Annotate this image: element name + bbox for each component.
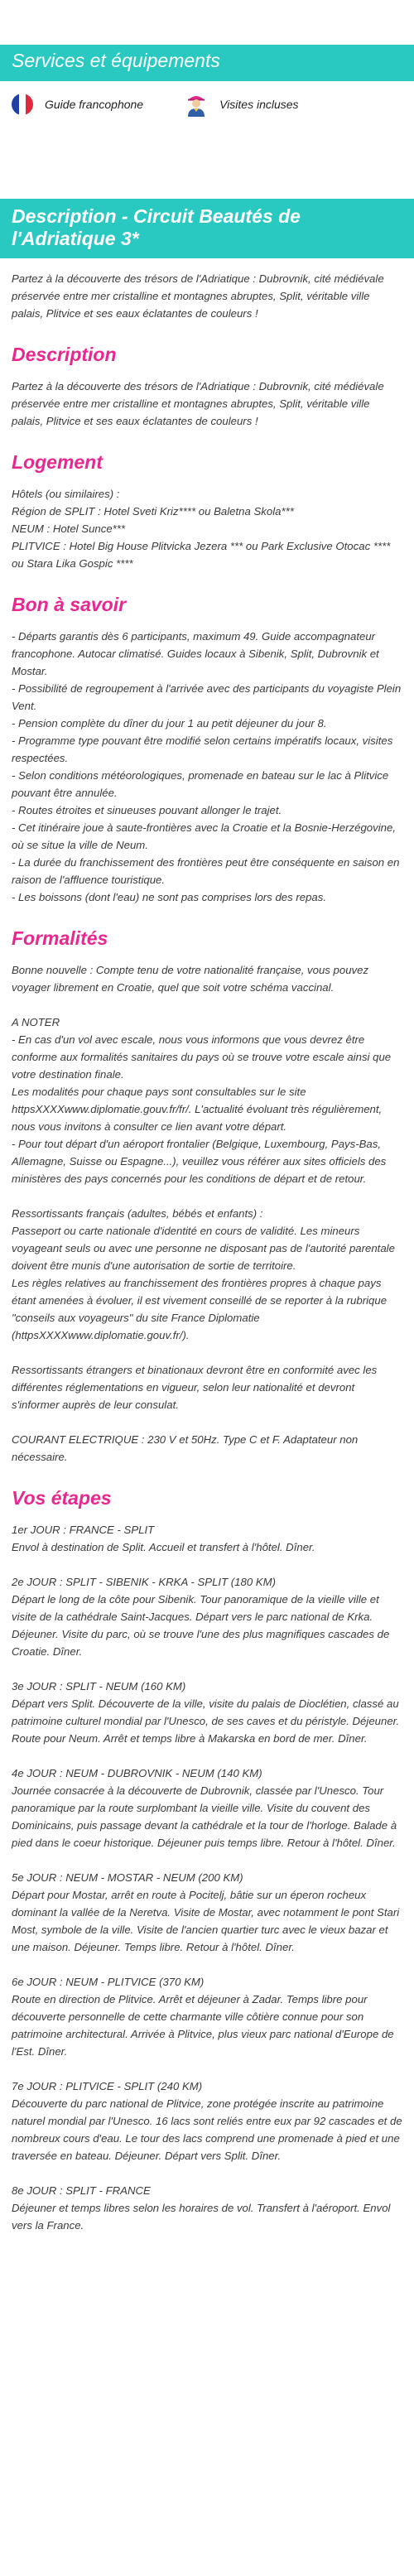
formalites-block bbox=[12, 961, 402, 1466]
day-heading: 3e JOUR : SPLIT - NEUM (160 KM) bbox=[12, 1680, 186, 1692]
formalites-title: Formalités bbox=[12, 927, 108, 949]
day-heading: 7e JOUR : PLITVICE - SPLIT (240 KM) bbox=[12, 2080, 203, 2092]
service-item-visits bbox=[185, 92, 298, 117]
info-line: - Pension complète du dîner du jour 1 au petit déjeuner du jour 8. bbox=[12, 717, 327, 729]
info-line: - Cet itinéraire joue à saute-frontières avec la Croatie et la Bosnie-Herzégovine, où se situe la ville de Neum. bbox=[12, 821, 396, 851]
day-text: Départ vers Split. Découverte de la ville, visite du palais de Dioclétien, classé au patrimoine culturel mondial par l'Unesco, de ses caves et du péristyle. Déjeuner. Route pour Neum. Arrêt et temps libre à Makarska en bord de mer. Dîner. bbox=[12, 1697, 400, 1745]
info-line: - Programme type pouvant être modifié selon certains impératifs locaux, visites respectées. bbox=[12, 734, 393, 764]
etapes-title: Vos étapes bbox=[12, 1487, 112, 1509]
logement-line: Région de SPLIT : Hotel Sveti Kriz**** ou Baletna Skola*** bbox=[12, 505, 294, 518]
logement-title: Logement bbox=[12, 451, 103, 473]
logement-line: PLITVICE : Hotel Big House Plitvicka Jezera *** ou Park Exclusive Otocac **** ou Stara Lika Gospic **** bbox=[12, 540, 391, 570]
description-text: Partez à la découverte des trésors de l'Adriatique : Dubrovnik, cité médiévale préservée entre mer cristalline et montagnes abruptes, Split, véritable ville palais, Plitvice et ses eaux éclatantes de couleurs ! bbox=[12, 380, 384, 427]
day-text: Déjeuner et temps libres selon les horaires de vol. Transfert à l'aéroport. Envol vers la France. bbox=[12, 2202, 391, 2232]
formalites-paragraph: Bonne nouvelle : Compte tenu de votre nationalité française, vous pouvez voyager librement en Croatie, quel que soit votre schéma vaccinal. bbox=[12, 964, 369, 994]
day-text: Départ le long de la côte pour Sibenik. Tour panoramique de la vieille ville et visite de la cathédrale Saint-Jacques. Départ vers le parc national de Krka. Déjeuner. Visite du parc, où se trouve l'une des plus magnifiques cascades de Croatie. Dîner. bbox=[12, 1593, 390, 1658]
formalites-paragraph: COURANT ELECTRIQUE : 230 V et 50Hz. Type C et F. Adaptateur non nécessaire. bbox=[12, 1433, 359, 1463]
info-line: - Les boissons (dont l'eau) ne sont pas comprises lors des repas. bbox=[12, 891, 327, 903]
day-heading: 2e JOUR : SPLIT - SIBENIK - KRKA - SPLIT (180 KM) bbox=[12, 1576, 277, 1588]
etapes-list bbox=[12, 1521, 402, 2234]
day-heading: 8e JOUR : SPLIT - FRANCE bbox=[12, 2184, 151, 2197]
formalites-paragraph: Ressortissants français (adultes, bébés et enfants) : Passeport ou carte nationale d'identité en cours de validité. Les mineurs voyageant seuls ou avec une personne ne disposant pas de l'autorité parentale doivent être munis d'une autorisation de sortie de territoire. Les règles relatives au franchissement des frontières propres à chaque pays étant amenées à évoluer, il est vivement conseillé de se reporter à la rubrique "conseils aux voyageurs" du site France Diplomatie (httpsXXXXwww.diplomatie.gouv.fr/). bbox=[12, 1207, 395, 1341]
france-flag-icon bbox=[12, 94, 33, 115]
day-heading: 6e JOUR : NEUM - PLITVICE (370 KM) bbox=[12, 1976, 205, 1988]
services-title: Services et équipements bbox=[0, 45, 414, 81]
day-heading: 4e JOUR : NEUM - DUBROVNIK - NEUM (140 KM) bbox=[12, 1767, 262, 1779]
day-heading: 1er JOUR : FRANCE - SPLIT bbox=[12, 1524, 155, 1536]
day-text: Route en direction de Plitvice. Arrêt et déjeuner à Zadar. Temps libre pour découverte personnelle de cette charmante ville côtière connue pour son patrimoine architectural. Arrivée à Plitvice, plus vieux parc national d'Europe de l'Est. Dîner. bbox=[12, 1993, 394, 2058]
info-line: - Selon conditions météorologiques, promenade en bateau sur le lac à Plitvice pouvant être annulée. bbox=[12, 769, 389, 799]
day-text: Journée consacrée à la découverte de Dubrovnik, classée par l'Unesco. Tour panoramique par la route surplombant la vieille ville. Visite du couvent des Dominicains, puis passage devant la cathédrale et la tour de l'horloge. Balade à pied dans le coeur historique. Déjeuner puis temps libre. Retour à l'hôtel. Dîner. bbox=[12, 1784, 397, 1849]
formalites-paragraph: Ressortissants étrangers et binationaux devront être en conformité avec les différentes réglementations en vigueur, selon leur nationalité et devront s'informer auprès de leur consulat. bbox=[12, 1364, 378, 1411]
intro-text: Partez à la découverte des trésors de l'Adriatique : Dubrovnik, cité médiévale préservée entre mer cristalline et montagnes abruptes, Split, véritable ville palais, Plitvice et ses eaux éclatantes de couleurs ! bbox=[12, 272, 384, 320]
bon-a-savoir-title: Bon à savoir bbox=[12, 594, 127, 615]
day-text: Envol à destination de Split. Accueil et transfert à l'hôtel. Dîner. bbox=[12, 1541, 315, 1553]
services-list bbox=[0, 81, 414, 128]
description-title: Description bbox=[12, 344, 117, 365]
info-line: - La durée du franchissement des frontières peut être conséquente en saison en raison de l'affluence touristique. bbox=[12, 856, 400, 886]
logement-line: NEUM : Hotel Sunce*** bbox=[12, 522, 126, 535]
formalites-paragraph: A NOTER - En cas d'un vol avec escale, nous vous informons que vous devrez être conforme aux formalités sanitaires du pays où se trouve votre escale ainsi que votre destination finale. Les modalités pour chaque pays sont consultables sur le site httpsXXXXwww.diplomatie.gouv.fr/fr/. L'actualité évoluant très régulièrement, nous vous invitons à consulter ce lien avant votre départ. - Pour tout départ d'un aéroport frontalier (Belgique, Luxembourg, Pays-Bas, Allemagne, Suisse ou Espagne...), veuillez vous référer aux sites officiels des ministères des pays concernés pour les conditions de départ et de retour. bbox=[12, 1016, 392, 1185]
service-item-guide bbox=[12, 94, 143, 115]
tour-guide-icon bbox=[185, 92, 208, 117]
intro-title: Description - Circuit Beautés de l'Adriatique 3* bbox=[0, 199, 414, 258]
logement-line: Hôtels (ou similaires) : bbox=[12, 488, 120, 500]
day-heading: 5e JOUR : NEUM - MOSTAR - NEUM (200 KM) bbox=[12, 1871, 243, 1884]
service-label: Guide francophone bbox=[45, 98, 144, 111]
service-label: Visites incluses bbox=[219, 98, 299, 111]
logement-list bbox=[12, 485, 402, 572]
day-text: Départ pour Mostar, arrêt en route à Pocitelj, bâtie sur un éperon rocheux dominant la vallée de la Neretva. Visite de Mostar, avec notamment le pont Stari Most, symbole de la ville. Visite de l'ancien quartier turc avec le vieux bazar et une maison. Déjeuner. Temps libre. Retour à l'hôtel. Dîner. bbox=[12, 1889, 400, 1953]
day-text: Découverte du parc national de Plitvice, zone protégée inscrite au patrimoine naturel mondial par l'Unesco. 16 lacs sont reliés entre eux par 92 cascades et de nombreux cours d'eau. Le tour des lacs comprend une promenade à pied et une traversée en bateau. Déjeuner. Départ vers Split. Dîner. bbox=[12, 2097, 402, 2162]
info-line: - Possibilité de regroupement à l'arrivée avec des participants du voyagiste Plein Vent. bbox=[12, 682, 402, 712]
info-line: - Routes étroites et sinueuses pouvant allonger le trajet. bbox=[12, 804, 282, 816]
info-line: - Départs garantis dès 6 participants, maximum 49. Guide accompagnateur francophone. Autocar climatisé. Guides locaux à Sibenik, Split, Dubrovnik et Mostar. bbox=[12, 630, 379, 677]
bon-a-savoir-list bbox=[12, 628, 402, 906]
